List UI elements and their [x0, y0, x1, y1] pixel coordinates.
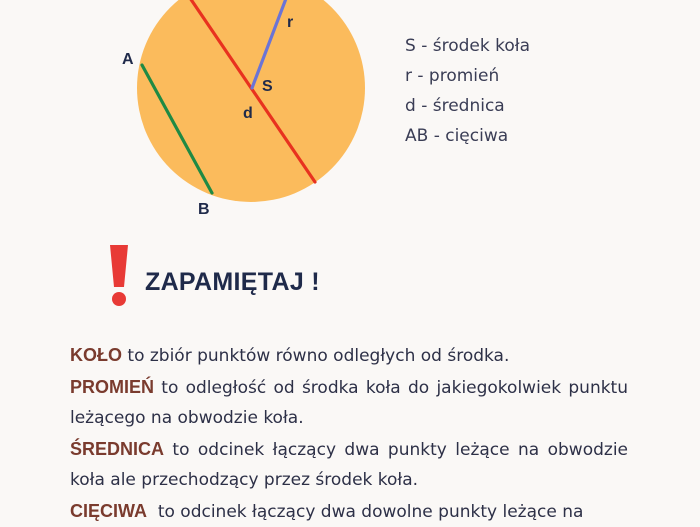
legend-item-chord: AB - cięciwa: [405, 121, 530, 151]
term-diameter: ŚREDNICA: [70, 439, 164, 459]
definition-circle: [70, 340, 628, 372]
legend-item-diameter: d - średnica: [405, 91, 530, 121]
label-diameter: d: [243, 105, 253, 122]
legend-item-center: S - środek koła: [405, 31, 530, 61]
definition-text: to odcinek łączący dwa punkty leżące na obwodzie koła ale przechodzący przez środek koła.: [70, 440, 628, 491]
definition-radius: [70, 372, 628, 434]
remember-header: [100, 240, 500, 310]
term-circle: KOŁO: [70, 345, 122, 365]
definition-text: to odcinek łączący dwa dowolne punkty leżące na: [147, 502, 583, 522]
circle-shape: [137, 0, 365, 202]
term-chord: CIĘCIWA: [70, 501, 147, 521]
term-radius: PROMIEŃ: [70, 377, 154, 397]
label-radius: r: [287, 14, 293, 31]
legend: [405, 31, 530, 151]
legend-item-radius: r - promień: [405, 61, 530, 91]
label-center: S: [262, 78, 273, 95]
definition-text: to odległość od środka koła do jakiegokolwiek punktu leżącego na obwodzie koła.: [70, 378, 628, 429]
definitions: [70, 340, 628, 527]
definition-chord: [70, 496, 628, 527]
label-point-a: A: [122, 51, 134, 68]
definition-text: to zbiór punktów równo odległych od środka.: [122, 346, 509, 366]
definition-diameter: [70, 434, 628, 496]
exclamation-icon: [106, 243, 132, 309]
label-point-b: B: [198, 201, 210, 218]
circle-diagram: [0, 0, 700, 220]
remember-title: ZAPAMIĘTAJ !: [145, 268, 320, 297]
